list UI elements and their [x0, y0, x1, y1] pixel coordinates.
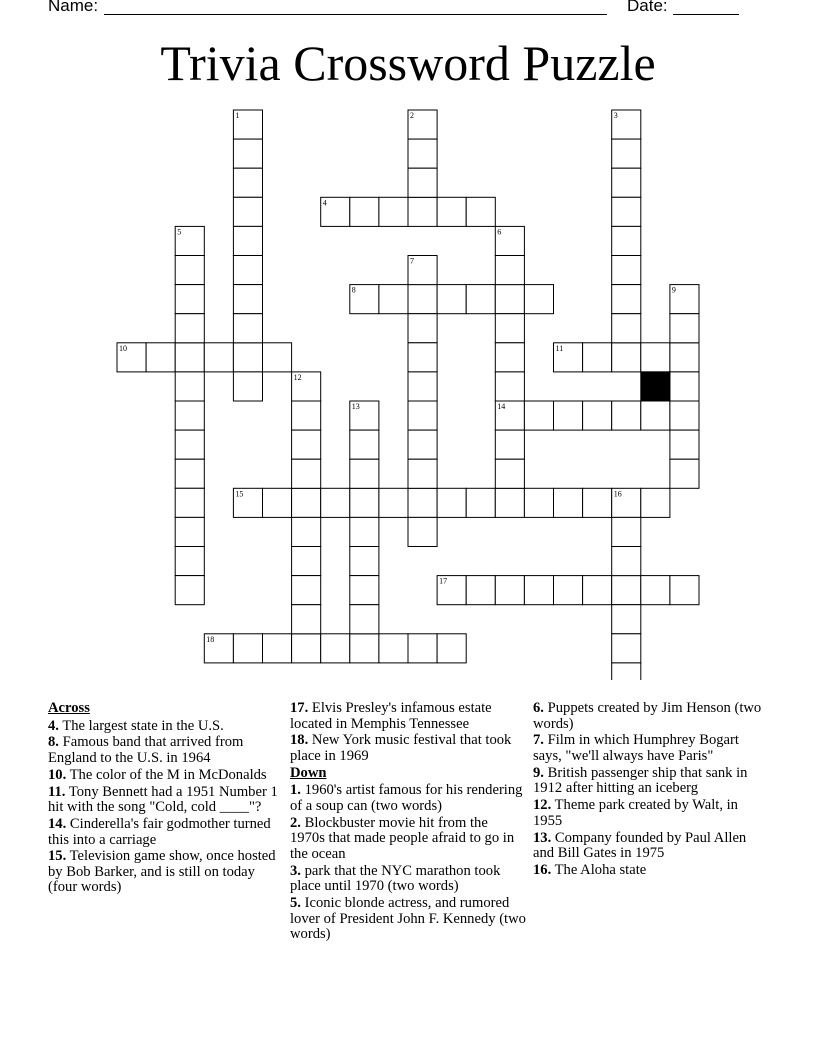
cell-number-15: 15: [235, 489, 244, 499]
grid-cell[interactable]: [379, 197, 408, 226]
grid-cell[interactable]: [233, 372, 262, 401]
across-clue: [290, 701, 526, 732]
grid-cell[interactable]: [408, 430, 437, 459]
clue-number: 3.: [290, 862, 301, 879]
down-clue: [290, 864, 526, 895]
clue-number: 7.: [533, 732, 544, 749]
grid-cell[interactable]: [670, 576, 699, 605]
cell-number-9: 9: [671, 285, 676, 295]
clue-text: The color of the M in McDonalds: [69, 766, 267, 783]
cell-number-13: 13: [351, 402, 360, 411]
grid-cell[interactable]: [495, 285, 524, 314]
grid-cell[interactable]: [524, 488, 553, 517]
grid-cell[interactable]: [350, 605, 379, 634]
down-clue: [533, 701, 769, 732]
clue-text: Iconic blonde actress, and rumored lover of President John F. Kennedy (two words): [290, 895, 526, 943]
grid-cell[interactable]: [641, 488, 670, 517]
grid-cell[interactable]: [495, 256, 524, 285]
grid-cell[interactable]: [641, 343, 670, 372]
grid-cell[interactable]: [524, 285, 553, 314]
grid-cell[interactable]: [379, 488, 408, 517]
clue-text: Famous band that arrived from England to the U.S. in 1964: [48, 734, 244, 766]
grid-cell[interactable]: [641, 576, 670, 605]
grid-cell[interactable]: [554, 576, 583, 605]
clues-column-3: [533, 701, 769, 880]
across-clue: [48, 817, 282, 848]
clue-number: 16.: [533, 861, 552, 878]
grid-cell[interactable]: [175, 314, 204, 343]
grid-cell[interactable]: [204, 343, 233, 372]
grid-cell[interactable]: [524, 576, 553, 605]
grid-cell[interactable]: [292, 430, 321, 459]
clues-column-2: [290, 701, 526, 944]
grid-cell[interactable]: [495, 459, 524, 488]
grid-cell[interactable]: [495, 372, 524, 401]
across-heading: Across: [48, 700, 90, 716]
grid-cell[interactable]: [263, 343, 292, 372]
grid-cell[interactable]: [670, 314, 699, 343]
grid-cell[interactable]: [321, 634, 350, 663]
cell-number-14: 14: [497, 402, 506, 411]
date-label: Date:: [627, 0, 668, 15]
grid-cell[interactable]: [175, 401, 204, 430]
clue-number: 18.: [290, 732, 309, 749]
grid-cell[interactable]: [175, 430, 204, 459]
cell-number-2: 2: [410, 111, 414, 120]
grid-cell[interactable]: [292, 605, 321, 634]
across-clue: [48, 735, 282, 766]
grid-cell[interactable]: [612, 285, 641, 314]
grid-cell[interactable]: [350, 430, 379, 459]
grid-cell[interactable]: [437, 488, 466, 517]
grid-cell[interactable]: [408, 343, 437, 372]
clue-text: Theme park created by Walt, in 1955: [533, 797, 738, 829]
clue-text: Film in which Humphrey Bogart says, "we'll always have Paris": [533, 732, 739, 764]
grid-cell[interactable]: [408, 197, 437, 226]
clue-number: 4.: [48, 717, 59, 734]
grid-cell[interactable]: [612, 547, 641, 576]
cell-number-18: 18: [206, 634, 215, 644]
grid-cell[interactable]: [408, 314, 437, 343]
grid-cell[interactable]: [175, 459, 204, 488]
grid-cell[interactable]: [612, 605, 641, 634]
clue-text: Puppets created by Jim Henson (two words): [533, 700, 762, 732]
clue-number: 12.: [533, 797, 552, 814]
clue-number: 1.: [290, 782, 301, 799]
clue-text: New York music festival that took place in 1969: [290, 732, 512, 764]
grid-cell[interactable]: [466, 576, 495, 605]
grid-cell[interactable]: [408, 168, 437, 197]
grid-cell[interactable]: [292, 488, 321, 517]
grid-cell[interactable]: [612, 634, 641, 663]
grid-cell[interactable]: [350, 488, 379, 517]
grid-cell[interactable]: [408, 372, 437, 401]
grid-cell[interactable]: [612, 226, 641, 255]
grid-cell[interactable]: [437, 285, 466, 314]
cell-number-17: 17: [439, 576, 448, 586]
grid-cell[interactable]: [612, 256, 641, 285]
grid-cell[interactable]: [612, 139, 641, 168]
grid-cell[interactable]: [670, 401, 699, 430]
grid-cell[interactable]: [292, 517, 321, 546]
down-clue: [290, 896, 526, 943]
grid-cell[interactable]: [408, 139, 437, 168]
grid-cell[interactable]: [612, 168, 641, 197]
grid-cell[interactable]: [350, 517, 379, 546]
grid-cell[interactable]: [292, 547, 321, 576]
grid-cell[interactable]: [670, 343, 699, 372]
grid-cell[interactable]: [233, 168, 262, 197]
clue-text: The Aloha state: [554, 861, 647, 878]
grid-cell[interactable]: [233, 343, 262, 372]
grid-cell[interactable]: [612, 401, 641, 430]
grid-cell[interactable]: [233, 197, 262, 226]
clue-number: 6.: [533, 700, 544, 716]
grid-cell[interactable]: [466, 488, 495, 517]
grid-cell[interactable]: [350, 459, 379, 488]
cell-number-8: 8: [351, 285, 356, 295]
grid-cell[interactable]: [612, 517, 641, 546]
clue-number: 9.: [533, 764, 544, 781]
grid-cell[interactable]: [583, 401, 612, 430]
down-clue: [533, 798, 769, 829]
cell-number-1: 1: [235, 111, 240, 120]
grid-cell[interactable]: [379, 634, 408, 663]
clue-number: 14.: [48, 815, 67, 832]
name-label: Name:: [48, 0, 99, 15]
grid-cell[interactable]: [437, 634, 466, 663]
grid-cell[interactable]: [175, 372, 204, 401]
grid-cell[interactable]: [146, 343, 175, 372]
clue-text: British passenger ship that sank in 1912 after hitting an iceberg: [533, 764, 748, 797]
clue-text: park that the NYC marathon took place until 1970 (two words): [290, 862, 501, 895]
grid-cell[interactable]: [233, 139, 262, 168]
down-clue: [533, 863, 769, 879]
black-cell: [641, 372, 670, 401]
grid-cell[interactable]: [175, 285, 204, 314]
clue-text: Company founded by Paul Allen and Bill Gates in 1975: [533, 829, 747, 862]
grid-cell[interactable]: [175, 547, 204, 576]
clue-text: Tony Bennett had a 1951 Number 1 hit with the song "Cold, cold ____"?: [48, 783, 278, 816]
grid-cell[interactable]: [408, 488, 437, 517]
across-clue: [48, 768, 282, 784]
grid-cell[interactable]: [612, 663, 641, 680]
clue-text: Cinderella's fair godmother turned this into a carriage: [48, 815, 271, 848]
grid-cell[interactable]: [233, 226, 262, 255]
grid-cell[interactable]: [466, 197, 495, 226]
grid-cell[interactable]: [641, 401, 670, 430]
grid-cell[interactable]: [233, 314, 262, 343]
grid-cell[interactable]: [670, 430, 699, 459]
down-heading: Down: [290, 764, 327, 781]
down-clue: [533, 831, 769, 862]
cell-number-16: 16: [613, 489, 622, 499]
grid-cell[interactable]: [408, 459, 437, 488]
clue-text: 1960's artist famous for his rendering of a soup can (two words): [290, 782, 523, 814]
across-clue: [48, 719, 282, 735]
grid-cell[interactable]: [437, 197, 466, 226]
across-clue: [48, 785, 282, 816]
grid-cell[interactable]: [350, 576, 379, 605]
cell-number-11: 11: [555, 343, 564, 353]
grid-cell[interactable]: [524, 401, 553, 430]
grid-cell[interactable]: [583, 343, 612, 372]
cell-number-4: 4: [322, 198, 327, 208]
grid-cell[interactable]: [612, 314, 641, 343]
grid-cell[interactable]: [350, 547, 379, 576]
grid-cell[interactable]: [612, 576, 641, 605]
grid-cell[interactable]: [175, 576, 204, 605]
grid-cell[interactable]: [175, 343, 204, 372]
grid-cell[interactable]: [175, 488, 204, 517]
clue-number: 8.: [48, 734, 59, 751]
clue-number: 15.: [48, 848, 67, 865]
grid-cell[interactable]: [263, 634, 292, 663]
clue-number: 11.: [48, 783, 66, 800]
clue-text: The largest state in the U.S.: [62, 717, 224, 734]
grid-cell[interactable]: [495, 488, 524, 517]
grid-cell[interactable]: [495, 314, 524, 343]
grid-cell[interactable]: [292, 634, 321, 663]
clue-number: 10.: [48, 766, 67, 783]
grid-cell[interactable]: [495, 343, 524, 372]
grid-cell[interactable]: [495, 576, 524, 605]
clue-text: Elvis Presley's infamous estate located in Memphis Tennessee: [290, 700, 492, 732]
clue-text: Television game show, once hosted by Bob Barker, and is still on today (four words): [48, 848, 276, 896]
clue-text: Blockbuster movie hit from the 1970s that made people afraid to go in the ocean: [290, 814, 515, 862]
down-clue: [290, 783, 526, 814]
grid-cell[interactable]: [263, 488, 292, 517]
across-clue: [290, 733, 526, 764]
clue-number: 17.: [290, 700, 309, 716]
grid-cell[interactable]: [670, 459, 699, 488]
grid-cell[interactable]: [408, 285, 437, 314]
across-clue: [48, 849, 282, 896]
cell-number-12: 12: [293, 372, 302, 382]
clue-number: 5.: [290, 895, 301, 912]
clue-number: 13.: [533, 829, 552, 846]
grid-cell[interactable]: [408, 401, 437, 430]
grid-cell[interactable]: [233, 634, 262, 663]
grid-cell[interactable]: [583, 488, 612, 517]
grid-cell[interactable]: [175, 256, 204, 285]
grid-cell[interactable]: [292, 401, 321, 430]
clues-column-1: [48, 701, 282, 897]
grid-cell[interactable]: [583, 576, 612, 605]
grid-cell[interactable]: [408, 517, 437, 546]
grid-cell[interactable]: [554, 488, 583, 517]
grid-cell[interactable]: [292, 576, 321, 605]
grid-cell[interactable]: [233, 285, 262, 314]
down-clue: [290, 816, 526, 863]
cell-number-10: 10: [119, 343, 127, 353]
grid-cell[interactable]: [612, 343, 641, 372]
grid-cell[interactable]: [612, 197, 641, 226]
cell-number-3: 3: [613, 111, 618, 120]
page-title: Trivia Crossword Puzzle: [160, 35, 656, 91]
down-clue: [533, 733, 769, 764]
grid-cell[interactable]: [292, 459, 321, 488]
grid-cell[interactable]: [408, 634, 437, 663]
down-clue: [533, 766, 769, 797]
grid-cell[interactable]: [350, 197, 379, 226]
grid-cell[interactable]: [670, 372, 699, 401]
grid-cell[interactable]: [321, 488, 350, 517]
grid-cell[interactable]: [175, 517, 204, 546]
grid-cell[interactable]: [554, 401, 583, 430]
grid-cell[interactable]: [233, 256, 262, 285]
grid-cell[interactable]: [495, 430, 524, 459]
grid-cell[interactable]: [350, 634, 379, 663]
grid-cell[interactable]: [379, 285, 408, 314]
grid-cell[interactable]: [466, 285, 495, 314]
cell-number-5: 5: [177, 227, 182, 237]
cell-number-6: 6: [497, 227, 502, 237]
cell-number-7: 7: [410, 256, 414, 266]
clue-number: 2.: [290, 814, 301, 831]
